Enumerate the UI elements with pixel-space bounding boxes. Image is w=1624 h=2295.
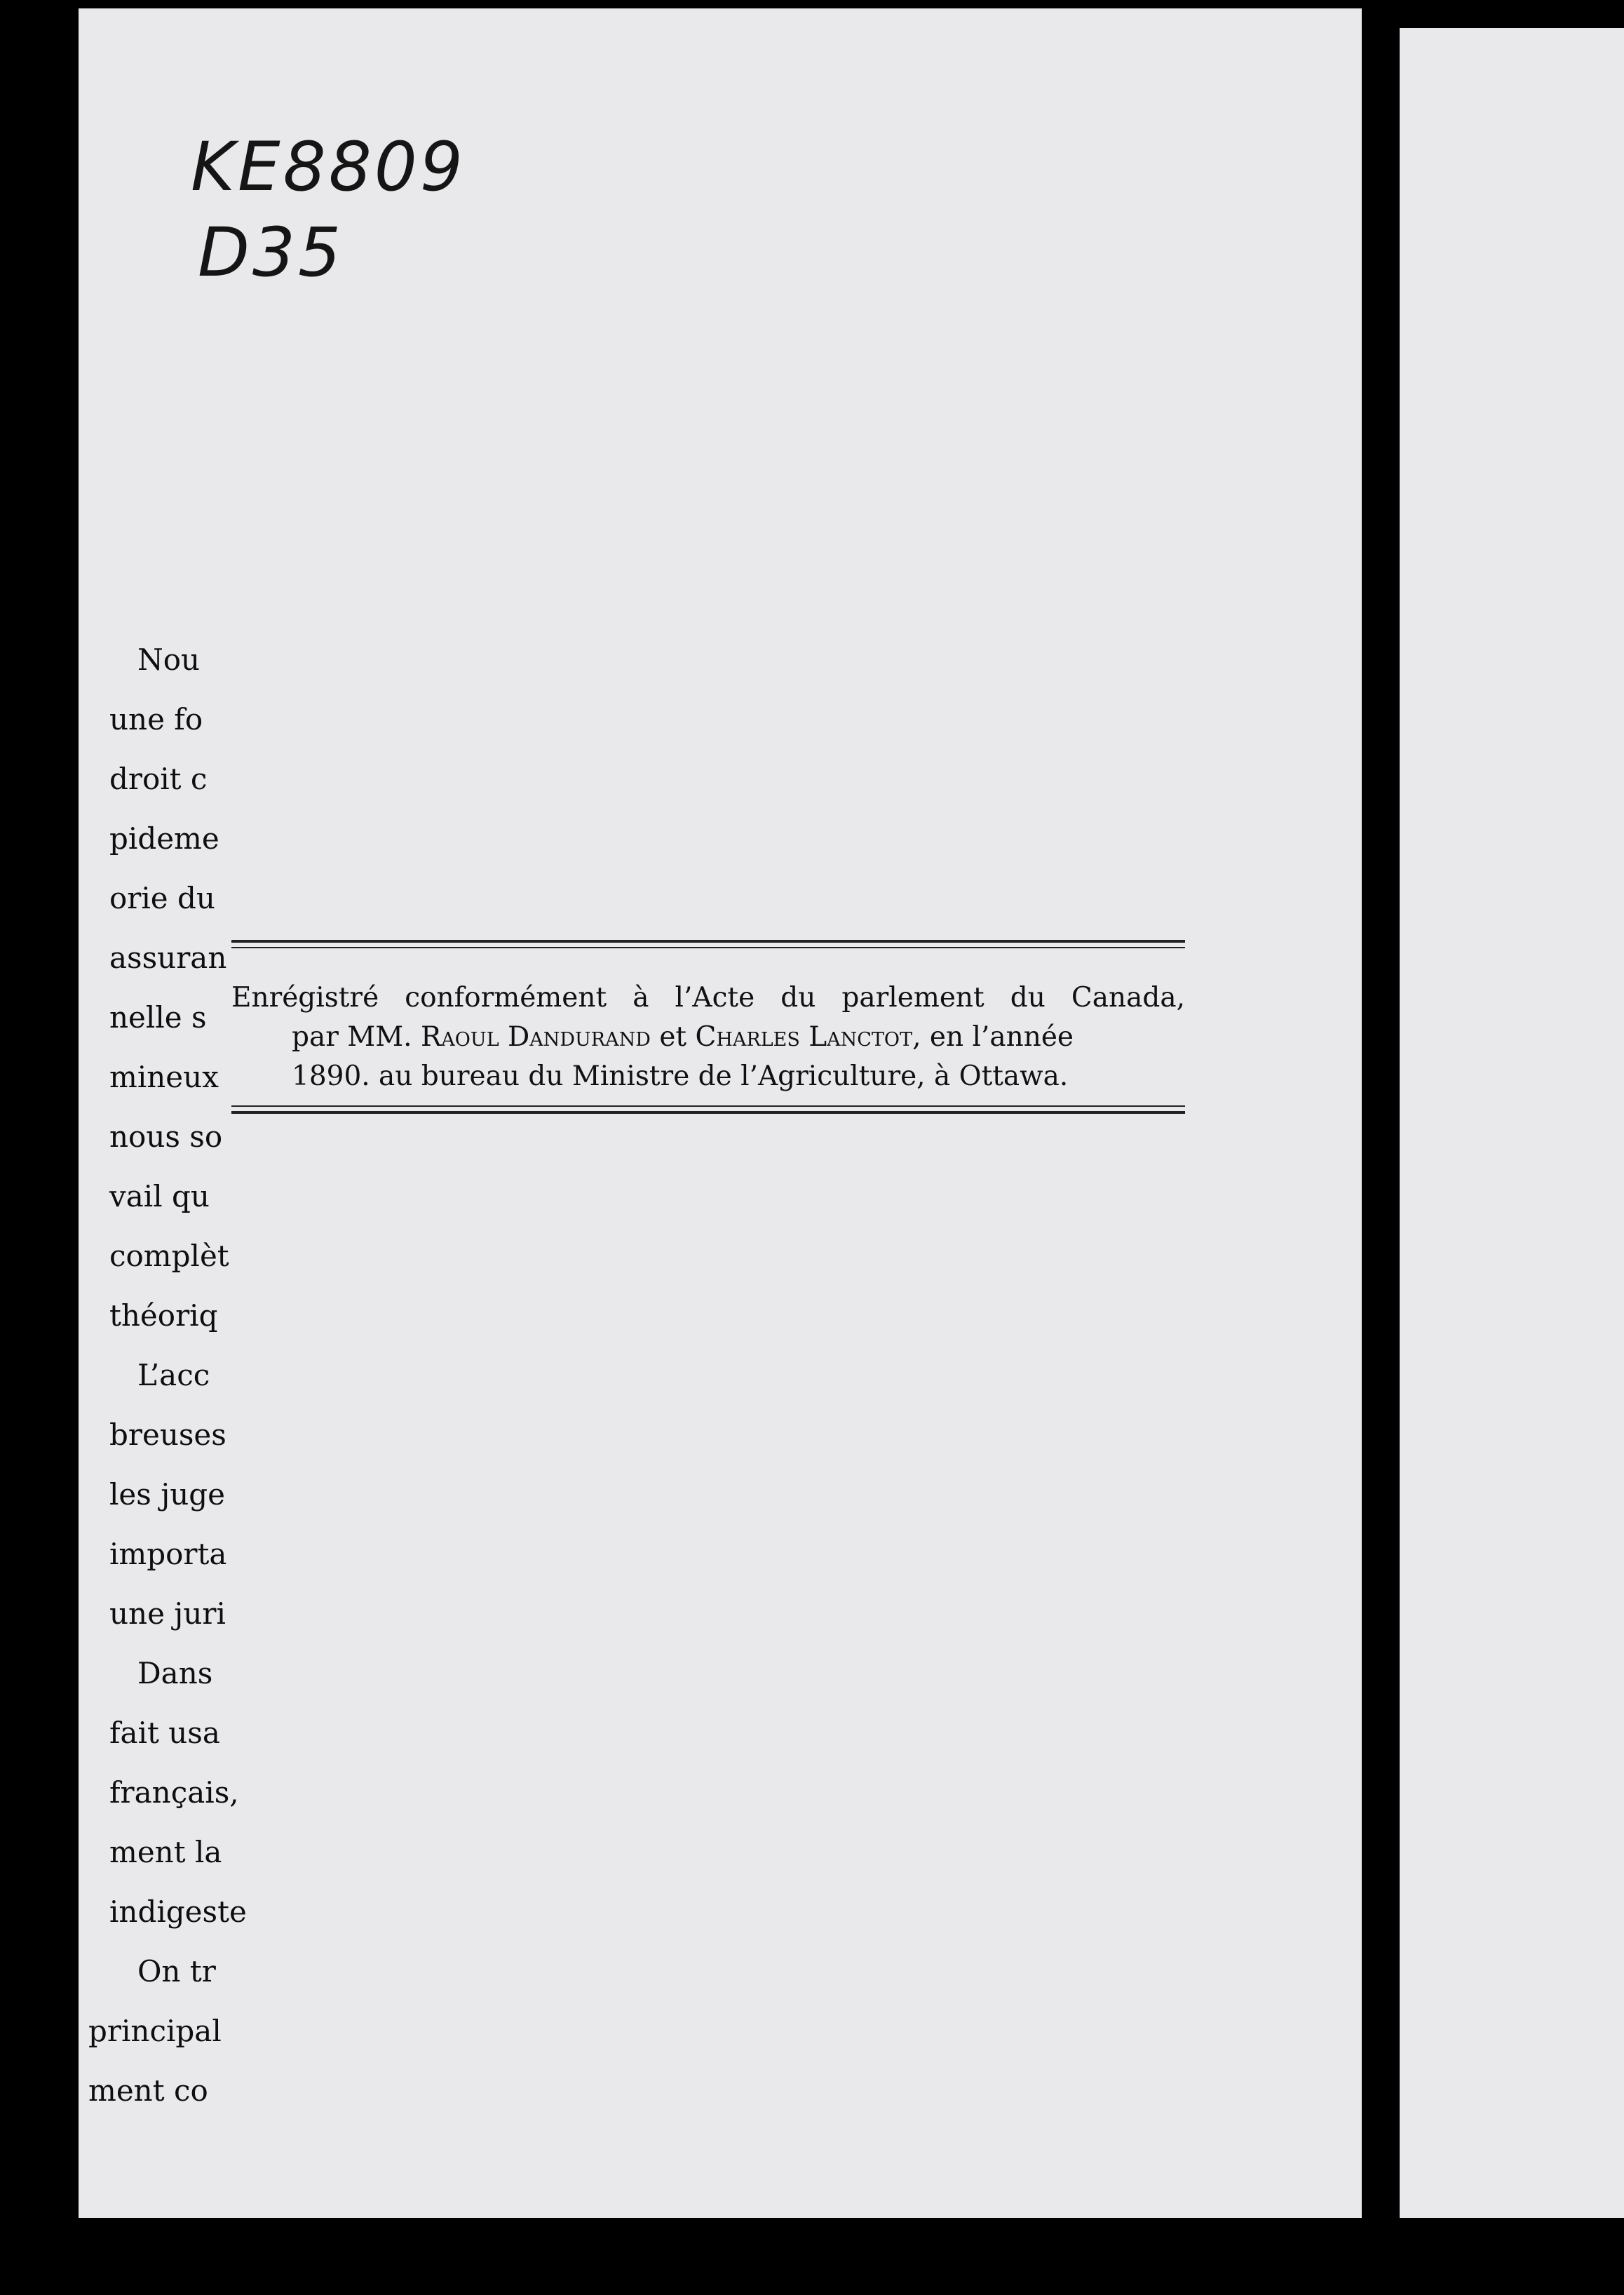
- right-page-text-line: français,: [109, 1775, 239, 1810]
- right-page-text-line: une fo: [109, 702, 203, 736]
- right-page-text-line: L’acc: [137, 1358, 210, 1392]
- author-name-1: Raoul Dandurand: [420, 1021, 651, 1053]
- right-page-text-line: droit c: [109, 762, 208, 796]
- right-page-text-line: Dans: [137, 1656, 213, 1690]
- right-page-text-line: On tr: [137, 1954, 216, 1988]
- top-double-rule: [231, 940, 1185, 953]
- author-name-2: Charles Lanctot,: [695, 1021, 921, 1053]
- right-page-text-line: mineux: [109, 1060, 219, 1094]
- call-number-line-2: D35: [198, 213, 344, 292]
- right-page-text-line: complèt: [109, 1239, 229, 1273]
- notice-line-3: 1890. au bureau du Ministre de l’Agriculture, à Ottawa.: [292, 1061, 1069, 1092]
- notice-line-2: [231, 1018, 1185, 1057]
- right-page-text-line: principal: [88, 2014, 222, 2048]
- right-page-text-line: breuses: [109, 1418, 226, 1452]
- right-page-text-line: les juge: [109, 1477, 226, 1512]
- notice-line-1: Enrégistré conformément à l’Acte du parlement du Canada,: [231, 982, 1185, 1014]
- right-page-text-line: Nou: [137, 642, 201, 677]
- right-page-text-line: assuran: [109, 941, 227, 975]
- right-page-text-line: importa: [109, 1537, 227, 1571]
- right-page-text-line: vail qu: [109, 1179, 210, 1213]
- notice-line-2-mid: et: [659, 1021, 687, 1053]
- right-page-text-line: une juri: [109, 1596, 226, 1631]
- right-page-text-line: pideme: [109, 821, 219, 856]
- notice-line-2-prefix: par MM.: [292, 1021, 412, 1053]
- right-page-text-line: nous so: [109, 1119, 223, 1154]
- right-page-text-line: théoriq: [109, 1298, 218, 1333]
- call-number-line-1: KE8809: [191, 128, 466, 206]
- bottom-double-rule: [231, 1105, 1185, 1118]
- right-page-text-line: ment la: [109, 1835, 222, 1869]
- right-page-text-line: fait usa: [109, 1716, 220, 1750]
- copyright-notice: [231, 978, 1185, 1096]
- right-page-text-line: indigeste: [109, 1894, 247, 1929]
- right-page-text-line: ment co: [88, 2073, 208, 2108]
- notice-line-2-suffix: en l’année: [929, 1021, 1074, 1053]
- right-page-text-line: nelle s: [109, 1000, 207, 1035]
- right-page-text-line: orie du: [109, 881, 215, 915]
